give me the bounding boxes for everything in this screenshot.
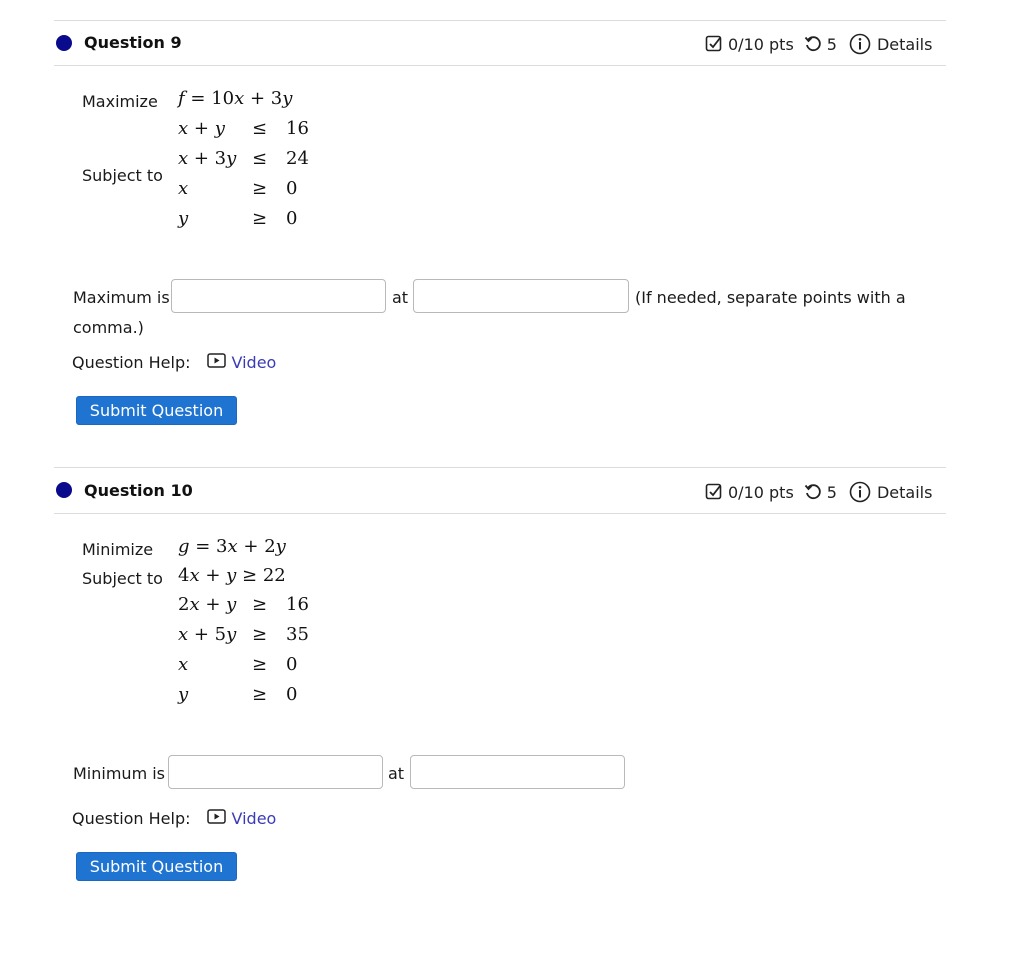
circle-bullet-icon [56,482,72,498]
constraint-lhs: y [178,684,189,705]
question-top-divider [54,20,946,21]
checkbox-icon [705,35,723,53]
video-play-icon [207,353,232,372]
answer-note-continued: comma.) [73,318,144,337]
constraint-rhs: 0 [286,208,298,229]
constraint-rhs: 35 [286,624,309,645]
answer-input[interactable] [168,755,383,789]
submit-question-button[interactable]: Submit Question [76,852,237,881]
point-input[interactable] [410,755,625,789]
constraint-rhs: 0 [286,684,298,705]
question-top-divider [54,467,946,468]
details-link[interactable]: Details [876,34,933,54]
question-meta [705,481,932,503]
info-icon[interactable] [849,481,871,503]
constraint-lhs: x + y [178,118,225,139]
constraint-rhs: 24 [286,148,309,169]
answer-input[interactable] [171,279,386,313]
question-help-label: Question Help: [72,809,191,828]
retry-icon [804,483,822,501]
video-link[interactable] [207,809,277,828]
constraint-op: ≥ [252,208,268,229]
constraint-lhs: x [178,654,189,675]
points-label: 0/10 pts [728,482,794,502]
video-link-label: Video [231,809,277,828]
question-header-divider [54,65,946,66]
constraint-lhs: x + 5y [178,624,237,645]
objective-label: Minimize [82,540,154,559]
question-help [72,353,276,372]
checkbox-icon [705,483,723,501]
points-label: 0/10 pts [728,34,794,54]
at-label: at [388,764,405,783]
constraint-lhs: x + 3y [178,148,237,169]
point-input[interactable] [413,279,629,313]
objective-label: Maximize [82,92,158,111]
video-link[interactable] [207,353,277,372]
answer-label: Maximum is [73,288,170,307]
retry-icon [804,35,822,53]
answer-note: (If needed, separate points with a [635,288,906,307]
constraint-op: ≥ [252,594,268,615]
question-title: Question 10 [84,481,193,500]
tries-count: 5 [826,482,837,502]
constraint-rhs: 0 [286,178,298,199]
circle-bullet-icon [56,35,72,51]
question-help-label: Question Help: [72,353,191,372]
constraint-lhs: y [178,208,189,229]
objective-function: f = 10x + 3y [178,88,293,109]
constraint-rhs: 0 [286,654,298,675]
objective-function: g = 3x + 2y [178,536,286,557]
question-title: Question 9 [84,33,182,52]
answer-label: Minimum is [73,764,166,783]
question-help [72,809,276,828]
constraint-rhs: 16 [286,594,309,615]
constraint-op: ≥ [252,178,268,199]
video-play-icon [207,809,232,828]
constraint-rhs: 16 [286,118,309,139]
subject-to-label: Subject to [82,569,163,588]
constraint-op: ≥ [252,684,268,705]
constraint-op: ≤ [252,148,268,169]
question-header-divider [54,513,946,514]
subject-to-label: Subject to [82,166,163,185]
constraint-op: ≥ [252,654,268,675]
constraint-lhs: 2x + y [178,594,237,615]
constraint-full: 4x + y ≥ 22 [178,565,286,586]
constraint-op: ≥ [252,624,268,645]
tries-count: 5 [826,34,837,54]
info-icon[interactable] [849,33,871,55]
question-meta [705,33,932,55]
details-link[interactable]: Details [876,482,933,502]
constraint-op: ≤ [252,118,268,139]
constraint-lhs: x [178,178,189,199]
video-link-label: Video [231,353,277,372]
at-label: at [392,288,409,307]
submit-question-button[interactable]: Submit Question [76,396,237,425]
